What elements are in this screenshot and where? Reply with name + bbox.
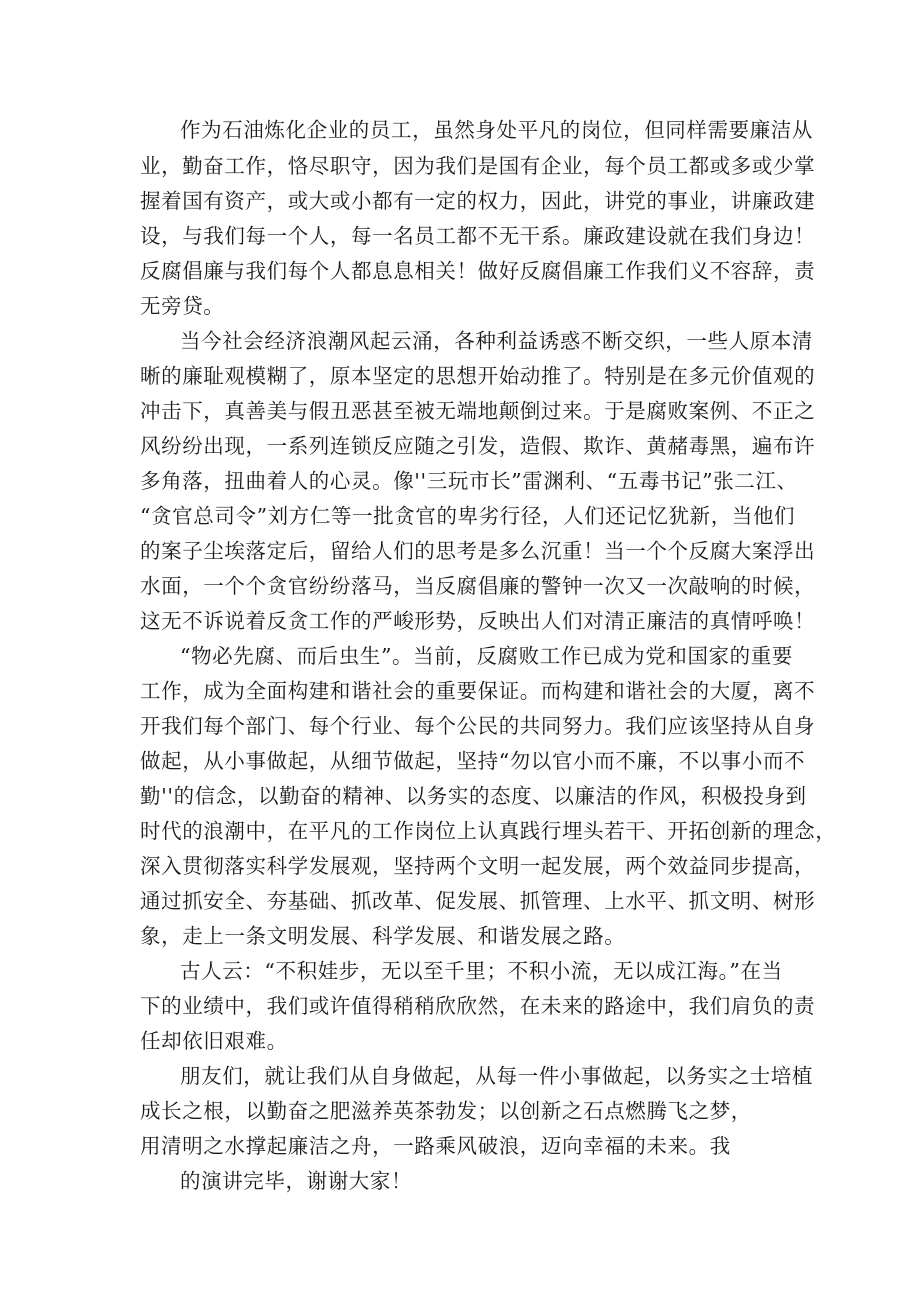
text-line: 朋友们，就让我们从自身做起，从每一件小事做起，以务实之士培植: [180, 1064, 813, 1088]
text-line: 反腐倡廉与我们每个人都息息相关！做好反腐倡廉工作我们义不容辞，责: [140, 259, 816, 283]
text-line: 风纷纷出现，一系列连锁反应随之引发，造假、欺诈、黄赭毒黑，遍布许: [140, 434, 816, 458]
text-line: 勤''的信念，以勤奋的精神、以务实的态度、以廉洁的作风，积极投身到: [140, 784, 807, 808]
text-line: 任却依旧艰难。: [140, 1029, 288, 1053]
text-line: 冲击下，真善美与假丑恶甚至被无端地颠倒过来。于是腐败案例、不正之: [140, 399, 816, 423]
text-line: 开我们每个部门、每个行业、每个公民的共同努力。我们应该坚持从自身: [140, 714, 816, 738]
text-line: “贪官总司令”刘方仁等一批贪官的卑劣行径，人们还记忆犹新，当他们: [140, 504, 796, 528]
text-line: 业，勤奋工作，恪尽职守，因为我们是国有企业，每个员工都或多或少掌: [140, 154, 816, 178]
text-line: 深入贯彻落实科学发展观，坚持两个文明一起发展，两个效益同步提高，: [140, 854, 816, 878]
text-line: 的演讲完毕，谢谢大家！: [180, 1169, 413, 1193]
text-line: 下的业绩中，我们或许值得稍稍欣欣然，在未来的路途中，我们肩负的责: [140, 994, 816, 1018]
text-line: 做起，从小事做起，从细节做起，坚持“勿以官小而不廉，不以事小而不: [140, 749, 806, 773]
text-line: 当今社会经济浪潮风起云涌，各种利益诱惑不断交织，一些人原本清: [180, 329, 813, 353]
text-line: 握着国有资产，或大或小都有一定的权力，因此，讲党的事业，讲廉政建: [140, 189, 816, 213]
text-line: “物必先腐、而后虫生”。当前，反腐败工作已成为党和国家的重要: [180, 644, 793, 668]
text-line: 工作，成为全面构建和谐社会的重要保证。而构建和谐社会的大厦，离不: [140, 679, 816, 703]
text-line: 多角落，扭曲着人的心灵。像''三玩市长”雷渊利、“五毒书记”张二江、: [140, 469, 798, 493]
text-line: 设，与我们每一个人，每一名员工都不无干系。廉政建设就在我们身边！: [140, 224, 816, 248]
text-line: 无旁贷。: [140, 294, 225, 318]
text-line: 象，走上一条文明发展、科学发展、和谐发展之路。: [140, 924, 626, 948]
text-line: 晰的廉耻观模糊了，原本坚定的思想开始动推了。特别是在多元价值观的: [140, 364, 816, 388]
text-line: 用清明之水撑起廉洁之舟，一路乘风破浪，迈向幸福的未来。我: [140, 1134, 731, 1158]
text-line: 作为石油炼化企业的员工，虽然身处平凡的岗位，但同样需要廉洁从: [180, 118, 813, 142]
text-line: 通过抓安全、夯基础、抓改革、促发展、抓管理、上水平、抓文明、树形: [140, 889, 816, 913]
text-line: 这无不诉说着反贪工作的严峻形势，反映出人们对清正廉洁的真情呼唤！: [140, 609, 816, 633]
text-line: 成长之根，以勤奋之肥滋养英茶勃发；以创新之石点燃腾飞之梦，: [140, 1099, 752, 1123]
text-line: 水面，一个个贪官纷纷落马，当反腐倡廉的警钟一次又一次敲响的时候，: [140, 574, 816, 598]
text-line: 时代的浪潮中，在平凡的工作岗位上认真践行埋头若干、开拓创新的理念，: [140, 819, 837, 843]
text-line: 古人云：“不积娃步，无以至千里；不积小流，无以成江海。”在当: [180, 959, 783, 983]
text-line: 的案子尘埃落定后，留给人们的思考是多么沉重！当一个个反腐大案浮出: [140, 539, 816, 563]
